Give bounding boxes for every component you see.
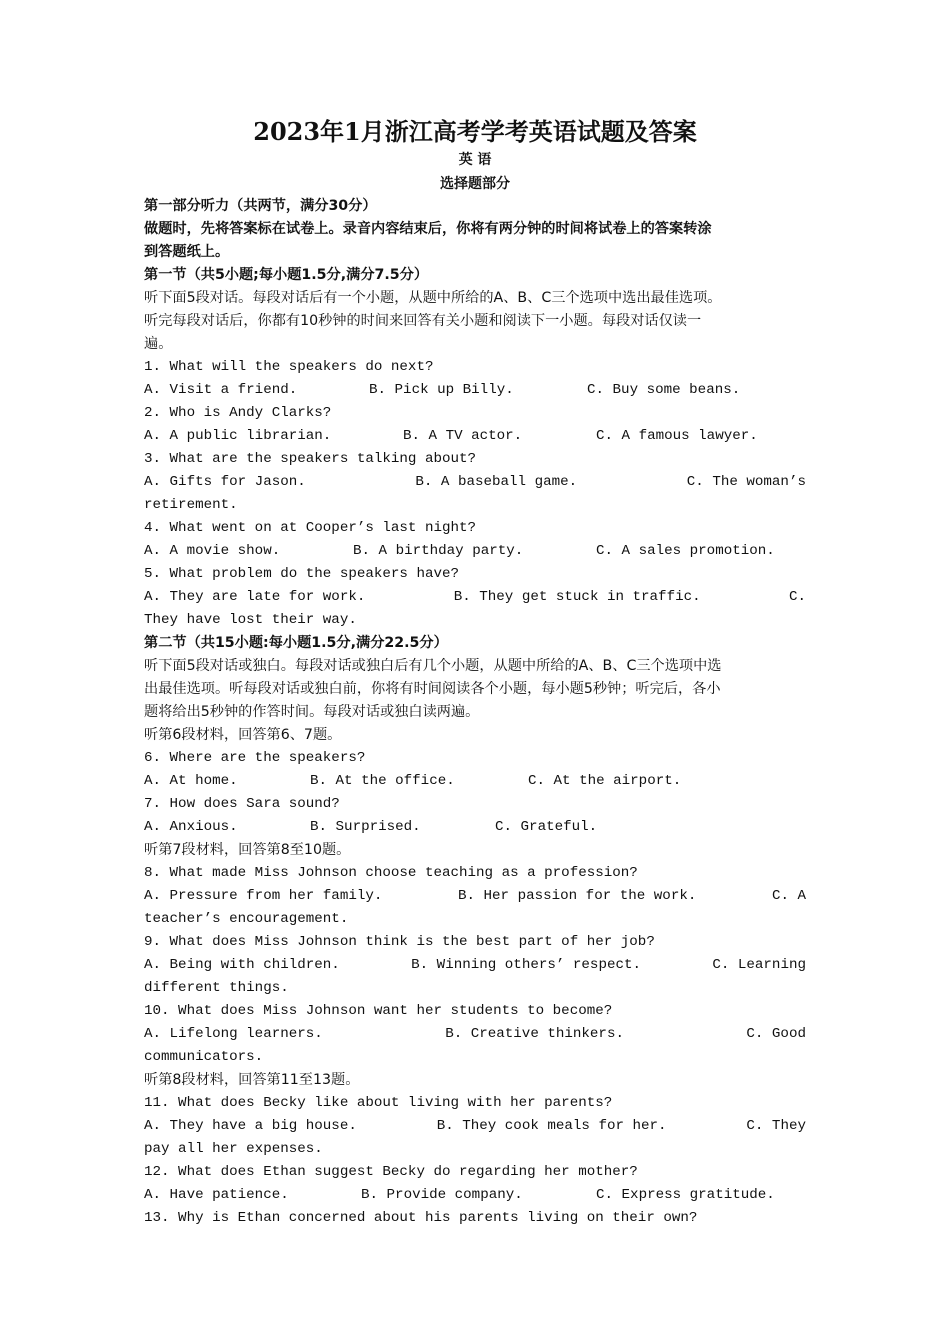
option-a: A. They have a big house. [144,1118,357,1134]
question-options [144,379,806,402]
question-options [144,425,806,448]
option-a: A. Visit a friend. [144,382,298,398]
option-a: A. Gifts for Jason. [144,474,306,490]
section2-heading: 第二节（共15小题:每小题1.5分,满分22.5分） [144,635,448,651]
question-options [144,770,806,793]
option-a: A. Pressure from her family. [144,888,383,904]
exam-body [144,195,806,1230]
question-options [144,540,806,563]
question-stem: 2. Who is Andy Clarks? [144,405,332,421]
section2-intro-line: 出最佳选项。听每段对话或独白前，你将有时间阅读各个小题，每小题5秒钟；听完后，各小 [144,681,721,697]
option-a: A. At home. [144,773,238,789]
option-b: B. At the office. [310,773,455,789]
option-b: B. Provide company. [361,1187,523,1203]
option-a: A. Being with children. [144,957,340,973]
option-c: C. A [771,888,806,904]
option-c: C. A famous lawyer. [596,428,758,444]
part1-heading: 第一部分听力（共两节，满分30分） [144,198,377,214]
material-heading: 听第7段材料，回答第8至10题。 [144,842,351,858]
option-c-continued: different things. [144,980,289,996]
option-c: C. The woman’s [686,474,806,490]
question-stem: 6. Where are the speakers? [144,750,366,766]
section2-intro-line: 题将给出5秒钟的作答时间。每段对话或独白读两遍。 [144,704,480,720]
section2-intro-line: 听下面5段对话或独白。每段对话或独白后有几个小题，从题中所给的A、B、C三个选项中选 [144,658,722,674]
option-c: C. Express gratitude. [596,1187,775,1203]
question-stem: 8. What made Miss Johnson choose teaching as a profession? [144,865,638,881]
option-a: A. Lifelong learners. [144,1026,323,1042]
section1-intro-line: 听完每段对话后，你都有10秒钟的时间来回答有关小题和阅读下一小题。每段对话仅读一 [144,313,702,329]
option-c: C. Good [746,1026,806,1042]
question-stem: 10. What does Miss Johnson want her students to become? [144,1003,613,1019]
option-a: A. A movie show. [144,543,281,559]
option-c: C. At the airport. [528,773,682,789]
question-options [144,1115,806,1138]
option-c: C. They [746,1118,806,1134]
option-b: B. Creative thinkers. [445,1026,624,1042]
question-stem: 5. What problem do the speakers have? [144,566,460,582]
option-c-continued: They have lost their way. [144,612,357,628]
material-heading: 听第6段材料，回答第6、7题。 [144,727,342,743]
option-b: B. A birthday party. [353,543,524,559]
option-c: C. Grateful. [495,819,598,835]
question-stem: 7. How does Sara sound? [144,796,340,812]
option-a: A. They are late for work. [144,589,366,605]
option-b: B. Pick up Billy. [369,382,514,398]
question-options [144,1184,806,1207]
option-c-continued: teacher’s encouragement. [144,911,349,927]
option-c-continued: retirement. [144,497,238,513]
question-options [144,816,806,839]
page-title: 2023年1月浙江高考学考英语试题及答案 [253,117,697,146]
option-b: B. Surprised. [310,819,421,835]
question-stem: 4. What went on at Cooper’s last night? [144,520,477,536]
subject-label: 英 语 [458,152,492,168]
section1-heading: 第一节（共5小题;每小题1.5分,满分7.5分） [144,267,429,283]
question-options [144,954,806,977]
question-stem: 11. What does Becky like about living with her parents? [144,1095,613,1111]
option-b: B. A TV actor. [403,428,523,444]
section-label: 选择题部分 [440,176,510,192]
option-c: C. Buy some beans. [587,382,741,398]
option-c: C. Learning [712,957,806,973]
question-options [144,586,806,609]
question-options [144,1023,806,1046]
question-stem: 13. Why is Ethan concerned about his parents living on their own? [144,1210,698,1226]
option-a: A. A public librarian. [144,428,332,444]
question-options [144,885,806,908]
question-stem: 12. What does Ethan suggest Becky do regarding her mother? [144,1164,638,1180]
material-heading: 听第8段材料，回答第11至13题。 [144,1072,360,1088]
option-a: A. Have patience. [144,1187,289,1203]
question-stem: 1. What will the speakers do next? [144,359,434,375]
part1-instruction-line: 到答题纸上。 [144,244,230,260]
option-b: B. Her passion for the work. [457,888,697,904]
option-c: C. A sales promotion. [596,543,775,559]
option-c: C. [788,589,806,605]
question-stem: 3. What are the speakers talking about? [144,451,477,467]
option-b: B. Winning others’ respect. [411,957,642,973]
part1-instruction-line: 做题时，先将答案标在试卷上。录音内容结束后，你将有两分钟的时间将试卷上的答案转涂 [144,221,712,237]
option-b: B. They get stuck in traffic. [453,589,701,605]
option-c-continued: pay all her expenses. [144,1141,323,1157]
option-b: B. They cook meals for her. [436,1118,667,1134]
question-options [144,471,806,494]
option-b: B. A baseball game. [415,474,578,490]
question-stem: 9. What does Miss Johnson think is the best part of her job? [144,934,655,950]
option-a: A. Anxious. [144,819,238,835]
section1-intro-line: 遍。 [144,336,173,352]
section1-intro-line: 听下面5段对话。每段对话后有一个小题，从题中所给的A、B、C三个选项中选出最佳选项。 [144,290,722,306]
option-c-continued: communicators. [144,1049,264,1065]
